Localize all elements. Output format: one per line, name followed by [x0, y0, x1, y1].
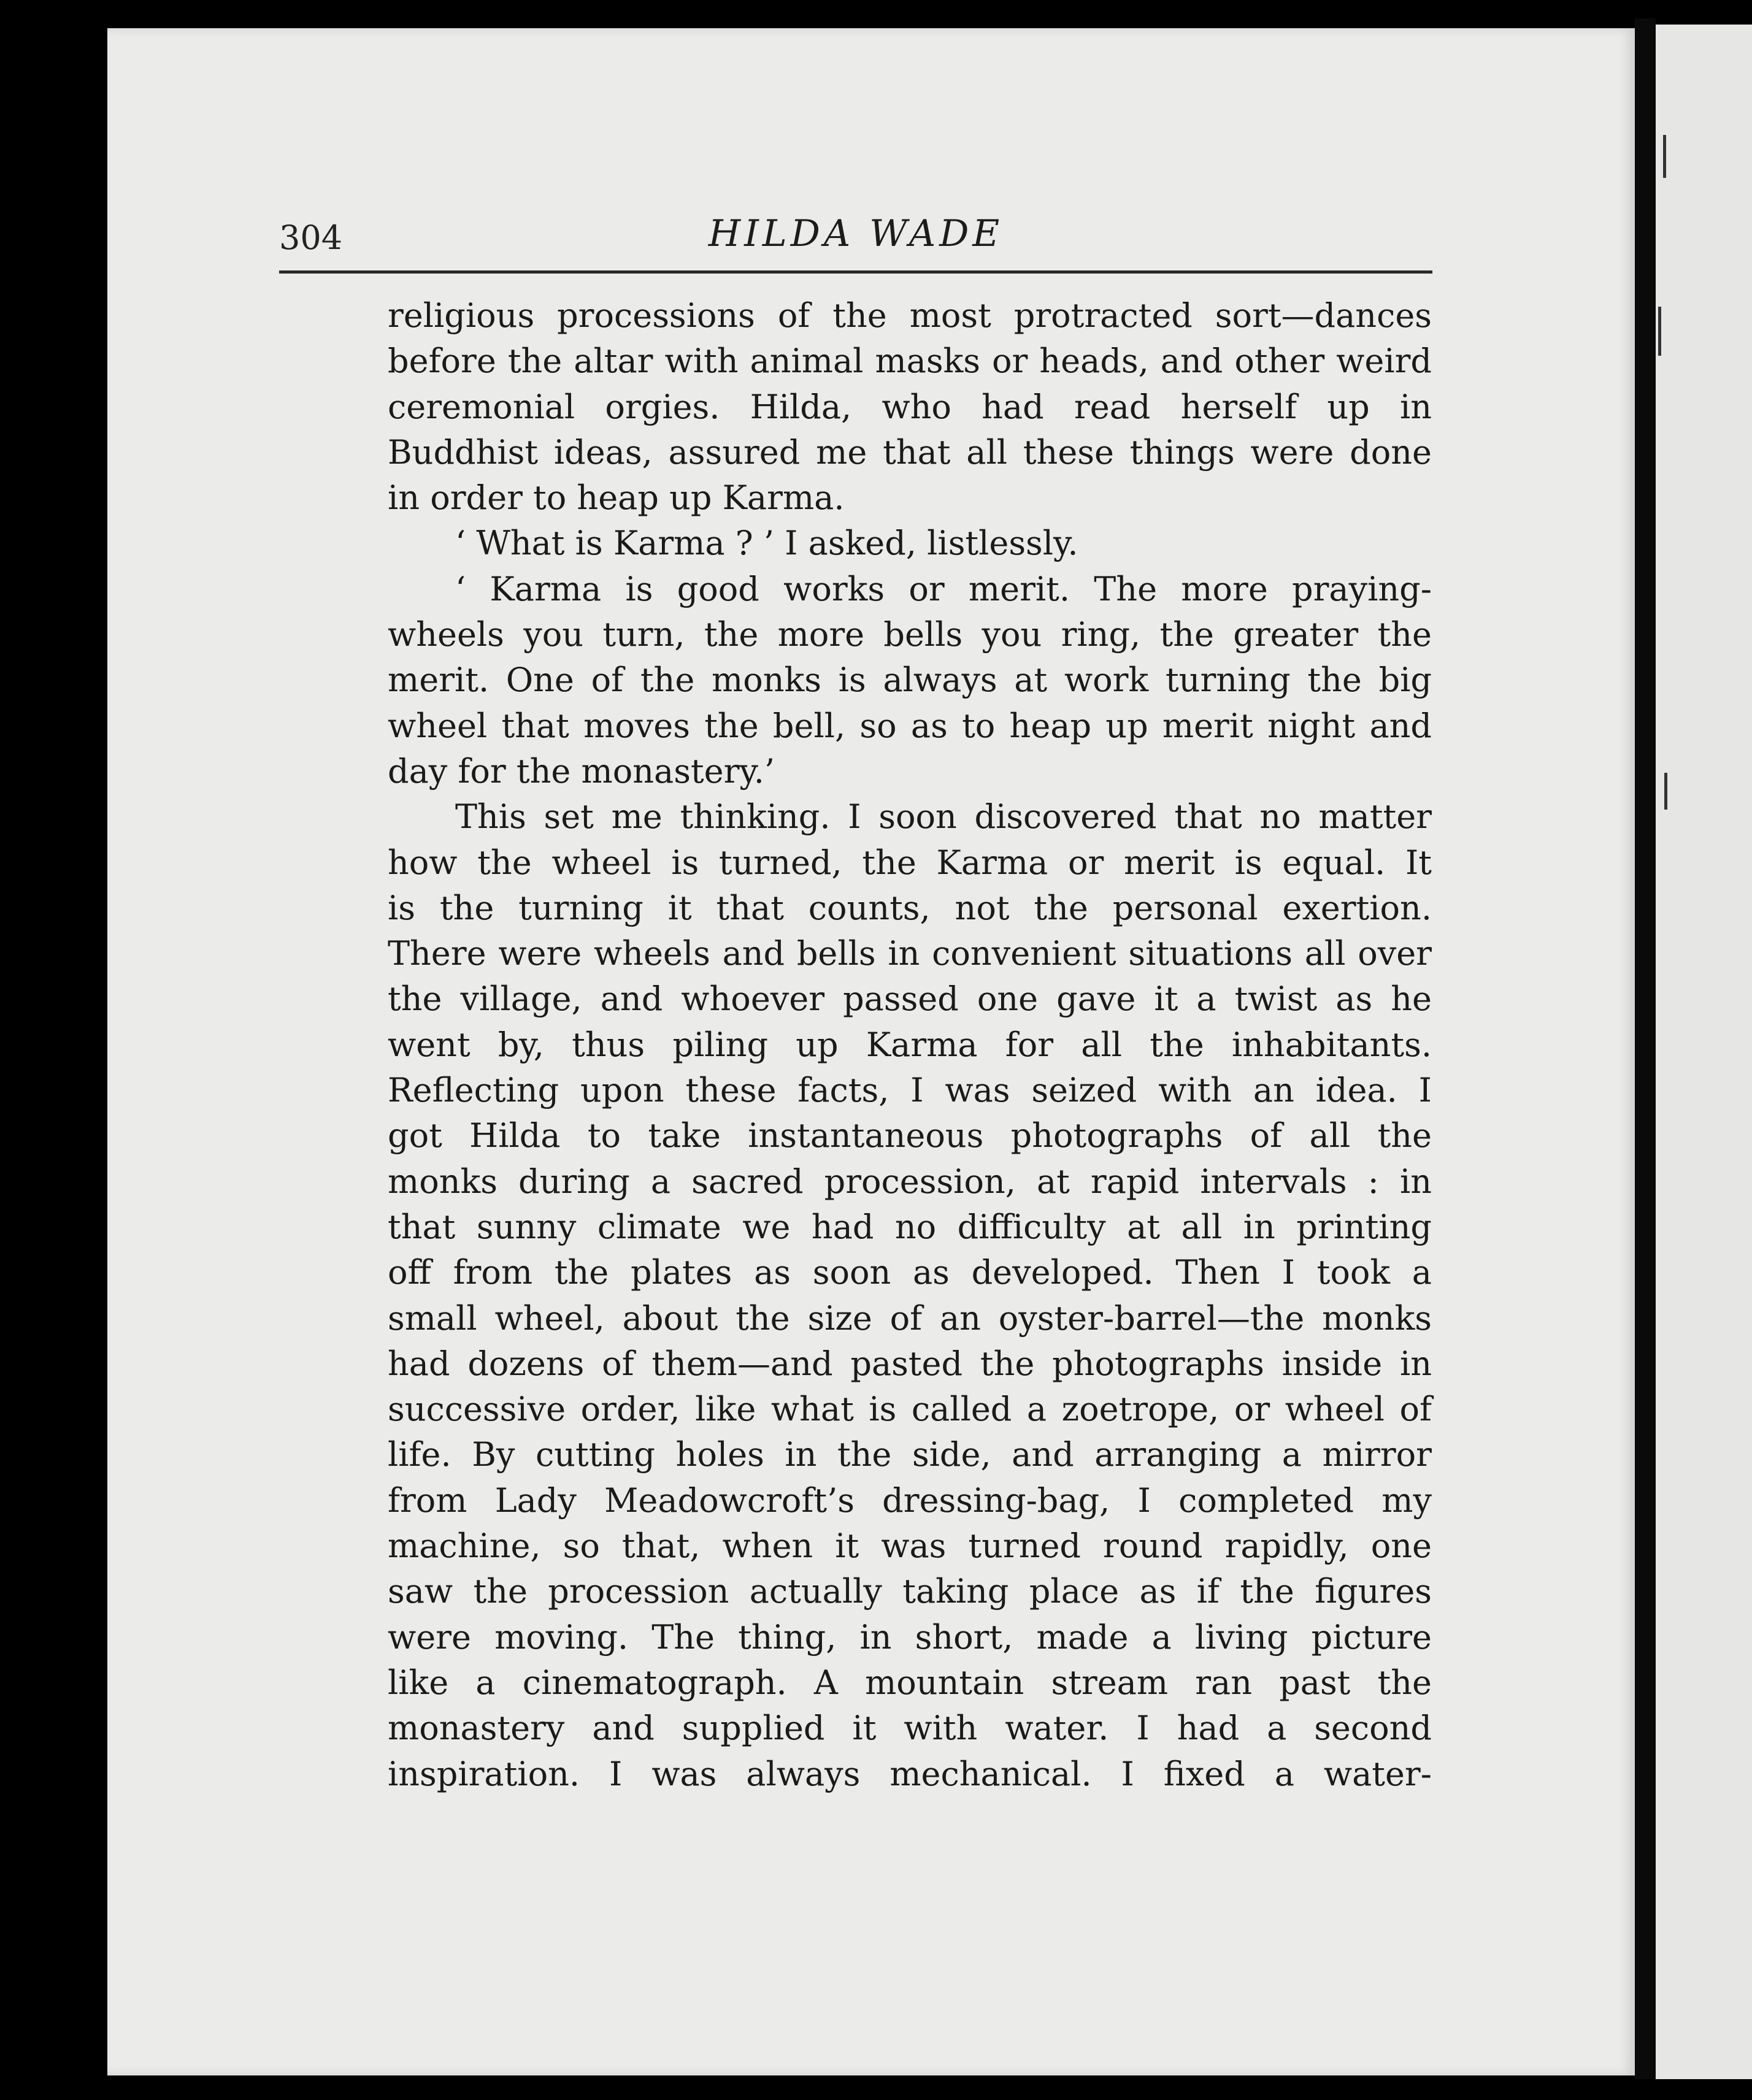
text-line: saw the procession actually taking place as if the figures: [388, 1572, 1432, 1611]
text-line: how the wheel is turned, the Karma or merit is equal. It: [388, 843, 1432, 882]
header-rule: [279, 270, 1432, 274]
text-line: ‘ Karma is good works or merit. The more praying-: [455, 569, 1432, 608]
facing-page-mark: [1664, 773, 1667, 810]
text-line: There were wheels and bells in convenient situations all over: [388, 934, 1432, 973]
page-header: [279, 207, 1432, 262]
running-head: HILDA WADE: [708, 212, 1004, 255]
text-line: successive order, like what is called a zoetrope, or wheel of: [388, 1390, 1432, 1429]
text-line: Reflecting upon these facts, I was seized with an idea. I: [388, 1071, 1432, 1110]
text-line: wheels you turn, the more bells you ring, the greater the: [388, 615, 1432, 654]
text-line: had dozens of them—and pasted the photographs inside in: [388, 1344, 1432, 1383]
text-line: like a cinematograph. A mountain stream ran past the: [388, 1663, 1432, 1702]
text-line: Buddhist ideas, assured me that all these things were done: [388, 432, 1432, 472]
facing-page-mark: [1663, 135, 1666, 178]
text-line: merit. One of the monks is always at work turning the big: [388, 661, 1432, 700]
text-line: monastery and supplied it with water. I had a second: [388, 1709, 1432, 1748]
body-text: [388, 293, 1432, 1797]
text-line: machine, so that, when it was turned round rapidly, one: [388, 1527, 1432, 1566]
text-line: got Hilda to take instantaneous photographs of all the: [388, 1116, 1432, 1155]
text-line: small wheel, about the size of an oyster-barrel—the monks: [388, 1298, 1432, 1338]
text-line: This set me thinking. I soon discovered that no matter: [455, 797, 1432, 837]
text-line: inspiration. I was always mechanical. I fixed a water-: [388, 1754, 1432, 1793]
text-line: ceremonial orgies. Hilda, who had read herself up in: [388, 387, 1432, 426]
facing-page-edge: [1656, 25, 1752, 2079]
facing-page-mark: [1658, 307, 1661, 356]
text-line: from Lady Meadowcroft’s dressing-bag, I completed my: [388, 1481, 1432, 1520]
page-number: 304: [279, 218, 343, 257]
text-line: ‘ What is Karma ? ’ I asked, listlessly.: [455, 524, 1078, 563]
text-line: the village, and whoever passed one gave it a twist as he: [388, 979, 1432, 1019]
text-line: day for the monastery.’: [388, 751, 775, 791]
text-line: in order to heap up Karma.: [388, 478, 845, 518]
text-line: went by, thus piling up Karma for all the inhabitants.: [388, 1025, 1432, 1064]
text-line: before the altar with animal masks or heads, and other weird: [388, 342, 1432, 381]
text-line: monks during a sacred procession, at rapid intervals : in: [388, 1162, 1432, 1201]
text-line: off from the plates as soon as developed. Then I took a: [388, 1253, 1432, 1292]
page-gutter: [1635, 18, 1656, 2079]
text-line: religious processions of the most protracted sort—dances: [388, 296, 1432, 335]
text-line: is the turning it that counts, not the personal exertion.: [388, 888, 1432, 927]
text-line: wheel that moves the bell, so as to heap up merit night and: [388, 706, 1432, 745]
text-line: that sunny climate we had no difficulty at all in printing: [388, 1207, 1432, 1246]
text-line: life. By cutting holes in the side, and arranging a mirror: [388, 1435, 1432, 1474]
text-line: were moving. The thing, in short, made a living picture: [388, 1617, 1432, 1657]
